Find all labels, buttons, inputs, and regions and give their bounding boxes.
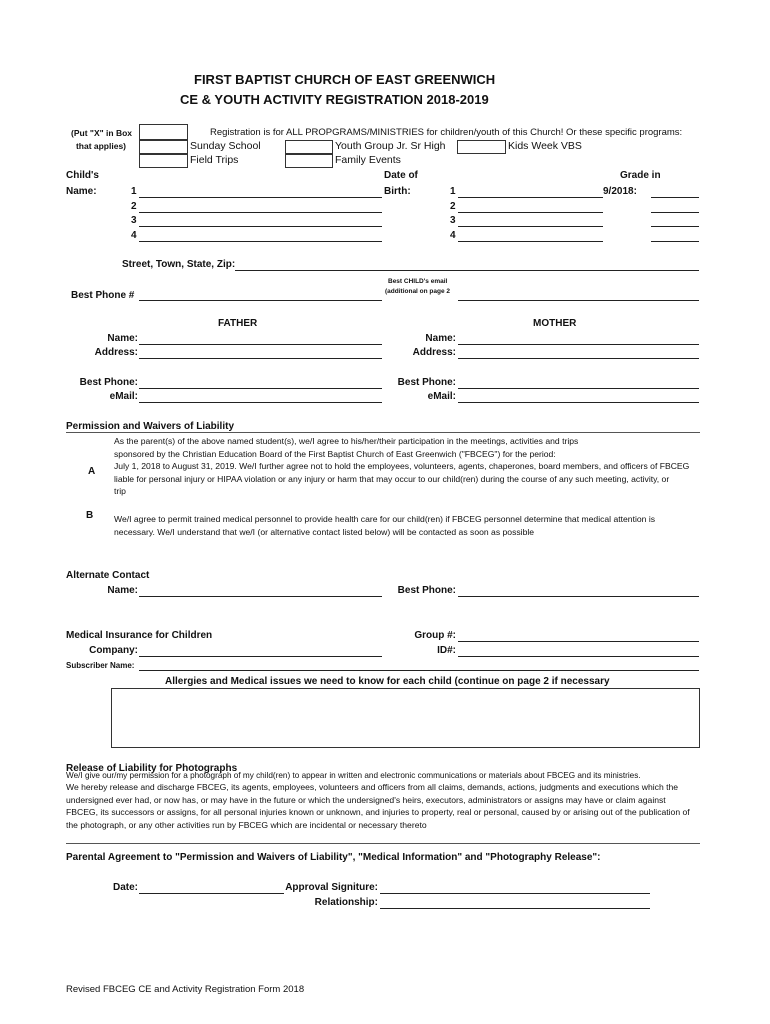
child-row-number: 4: [131, 230, 137, 241]
father-name-field[interactable]: [139, 344, 382, 345]
child-email-field[interactable]: [458, 300, 699, 301]
waiver-b-letter: B: [86, 510, 94, 521]
relationship-label: Relationship:: [314, 897, 378, 908]
father-phone-label: Best Phone:: [79, 377, 138, 388]
program-youth-group: Youth Group Jr. Sr High: [335, 140, 446, 152]
father-address-label: Address:: [94, 347, 138, 358]
alternate-phone-field[interactable]: [458, 596, 699, 597]
dob-row-number: 2: [450, 201, 456, 212]
child-name-field-1[interactable]: [139, 197, 382, 198]
best-phone-field[interactable]: [139, 300, 382, 301]
checkbox-field-trips[interactable]: [139, 154, 188, 168]
section-divider: [66, 843, 700, 844]
relationship-field[interactable]: [380, 908, 650, 909]
child-dob-field-4[interactable]: [458, 241, 603, 242]
put-x-instruction-1: (Put "X" in Box: [71, 128, 132, 138]
mother-name-label: Name:: [425, 333, 456, 344]
child-row-number: 2: [131, 201, 137, 212]
subscriber-name-label: Subscriber Name:: [66, 661, 135, 670]
waiver-a-line-5: trip: [114, 486, 126, 496]
checkbox-kids-week-vbs[interactable]: [457, 140, 506, 154]
child-grade-field-3[interactable]: [651, 226, 699, 227]
mother-email-field[interactable]: [458, 402, 699, 403]
date-label: Date:: [112, 882, 138, 893]
mother-phone-label: Best Phone:: [397, 377, 456, 388]
child-name-field-3[interactable]: [139, 226, 382, 227]
program-family-events: Family Events: [335, 154, 401, 166]
waiver-a-line-3: July 1, 2018 to August 31, 2019. We/I further agree not to hold the employees, volunteers, agents, chaperones, board members, and officers of FBCEG: [114, 461, 690, 471]
program-field-trips: Field Trips: [190, 154, 239, 166]
date-field[interactable]: [139, 893, 284, 894]
waiver-b-text: [114, 513, 704, 538]
dob-row-number: 3: [450, 215, 456, 226]
father-heading: FATHER: [218, 318, 258, 329]
mother-phone-field[interactable]: [458, 388, 699, 389]
dob-label-2: Birth:: [384, 186, 411, 197]
alternate-phone-label: Best Phone:: [397, 585, 456, 596]
photo-release-line-2: undersigned ever had, or now has, or may have in the future or which the undersigned's heirs, executors, administrators or assigns may have or claim against: [66, 794, 666, 805]
insurance-group-label: Group #:: [414, 630, 456, 641]
insurance-id-field[interactable]: [458, 656, 699, 657]
insurance-company-label: Company:: [89, 645, 138, 656]
insurance-id-label: ID#:: [437, 645, 456, 656]
checkbox-family-events[interactable]: [285, 154, 333, 168]
photo-release-line-4: the photograph, or any other activities run by FBCEG which are incidental or necessary thereto: [66, 819, 427, 830]
address-field[interactable]: [235, 270, 699, 271]
best-phone-label: Best Phone #: [71, 290, 135, 301]
approval-signature-field[interactable]: [380, 893, 650, 894]
waiver-a-line-4: liable for personal injury or HIPAA violation or any injury or harm that may occur to our child(ren) during the course of any such meeting, activity, or: [114, 473, 670, 484]
address-label: Street, Town, State, Zip:: [122, 259, 236, 270]
page-subtitle: CE & YOUTH ACTIVITY REGISTRATION 2018-2019: [180, 92, 489, 107]
page-title: FIRST BAPTIST CHURCH OF EAST GREENWICH: [194, 72, 496, 87]
child-grade-field-2[interactable]: [651, 212, 699, 213]
child-grade-field-4[interactable]: [651, 241, 699, 242]
section-divider: [66, 432, 700, 433]
child-name-label: Name:: [66, 186, 97, 197]
checkbox-all-programs[interactable]: [139, 124, 188, 140]
checkbox-youth-group[interactable]: [285, 140, 333, 154]
grade-label-1: Grade in: [620, 170, 661, 181]
child-row-number: 1: [131, 186, 137, 197]
mother-address-label: Address:: [412, 347, 456, 358]
put-x-instruction-2: that applies): [75, 141, 126, 151]
waiver-a-letter: A: [88, 466, 96, 477]
allergies-textarea[interactable]: [111, 688, 700, 748]
waiver-a-line-2: sponsored by the Christian Education Board of the First Baptist Church of East Greenwich ("FBCEG") for the period:: [114, 448, 556, 459]
photo-release-line-0: We/I give our/my permission for a photograph of my child(ren) to appear in written and electronic communications or materials about FBCEG and its ministries.: [66, 771, 641, 780]
photo-release-text: [66, 771, 706, 831]
father-phone-field[interactable]: [139, 388, 382, 389]
program-kids-week-vbs: Kids Week VBS: [508, 140, 582, 152]
mother-heading: MOTHER: [533, 318, 577, 329]
child-dob-field-2[interactable]: [458, 212, 603, 213]
waiver-a-text: [114, 435, 704, 498]
agreement-title: Parental Agreement to "Permission and Waivers of Liability", "Medical Information" and "Photography Release":: [66, 852, 601, 863]
child-name-field-2[interactable]: [139, 212, 382, 213]
insurance-group-field[interactable]: [458, 641, 699, 642]
subscriber-name-field[interactable]: [139, 670, 699, 671]
programs-intro: Registration is for ALL PROPGRAMS/MINISTRIES for children/youth of this Church! Or these specific programs:: [210, 127, 683, 138]
child-grade-field-1[interactable]: [651, 197, 699, 198]
child-name-field-4[interactable]: [139, 241, 382, 242]
child-email-note-2: (additional on page 2: [385, 288, 451, 295]
photo-release-line-3: FBCEG, its successors or assigns, for all personal injuries known or unknown, and injuries to property, real or personal, caused by or arising out of the publication of: [66, 807, 690, 817]
dob-row-number: 1: [450, 186, 456, 197]
approval-signature-label: Approval Signiture:: [285, 882, 378, 893]
program-sunday-school: Sunday School: [190, 140, 261, 152]
waiver-a-line-1: As the parent(s) of the above named student(s), we/I agree to his/her/their participation in the meetings, activities and trips: [114, 436, 579, 446]
mother-email-label: eMail:: [427, 391, 456, 402]
grade-label-2: 9/2018:: [603, 186, 637, 197]
insurance-title: Medical Insurance for Children: [66, 630, 213, 641]
alternate-name-field[interactable]: [139, 596, 382, 597]
father-email-label: eMail:: [109, 391, 138, 402]
waivers-title: Permission and Waivers of Liability: [66, 421, 235, 432]
child-email-note-1: Best CHILD's email: [388, 278, 448, 285]
alternate-name-label: Name:: [107, 585, 138, 596]
child-row-number: 3: [131, 215, 137, 226]
allergies-title: Allergies and Medical issues we need to know for each child (continue on page 2 if necessary: [165, 676, 610, 687]
child-dob-field-3[interactable]: [458, 226, 603, 227]
waiver-b-line-1: We/I agree to permit trained medical personnel to provide health care for our child(ren) if FBCEG personnel determine that medical attention is: [114, 514, 656, 524]
photo-release-line-1: We hereby release and discharge FBCEG, its agents, employees, volunteers and officers from all claims, demands, actions, judgments and executions which the: [66, 782, 679, 792]
mother-name-field[interactable]: [458, 344, 699, 345]
insurance-company-field[interactable]: [139, 656, 382, 657]
checkbox-sunday-school[interactable]: [139, 140, 188, 154]
dob-label-1: Date of: [384, 170, 418, 181]
child-dob-field-1[interactable]: [458, 197, 603, 198]
mother-address-field[interactable]: [458, 358, 699, 359]
footer-revision-note: Revised FBCEG CE and Activity Registration Form 2018: [66, 984, 305, 995]
father-email-field[interactable]: [139, 402, 382, 403]
father-name-label: Name:: [107, 333, 138, 344]
dob-row-number: 4: [450, 230, 456, 241]
father-address-field[interactable]: [139, 358, 382, 359]
photo-release-title: Release of Liability for Photographs: [66, 763, 238, 774]
waiver-b-line-2: necessary. We/I understand that we/I (or alternative contact listed below) will be contacted as soon as possible: [114, 526, 535, 537]
childs-label: Child's: [66, 170, 99, 181]
alternate-contact-title: Alternate Contact: [66, 570, 150, 581]
